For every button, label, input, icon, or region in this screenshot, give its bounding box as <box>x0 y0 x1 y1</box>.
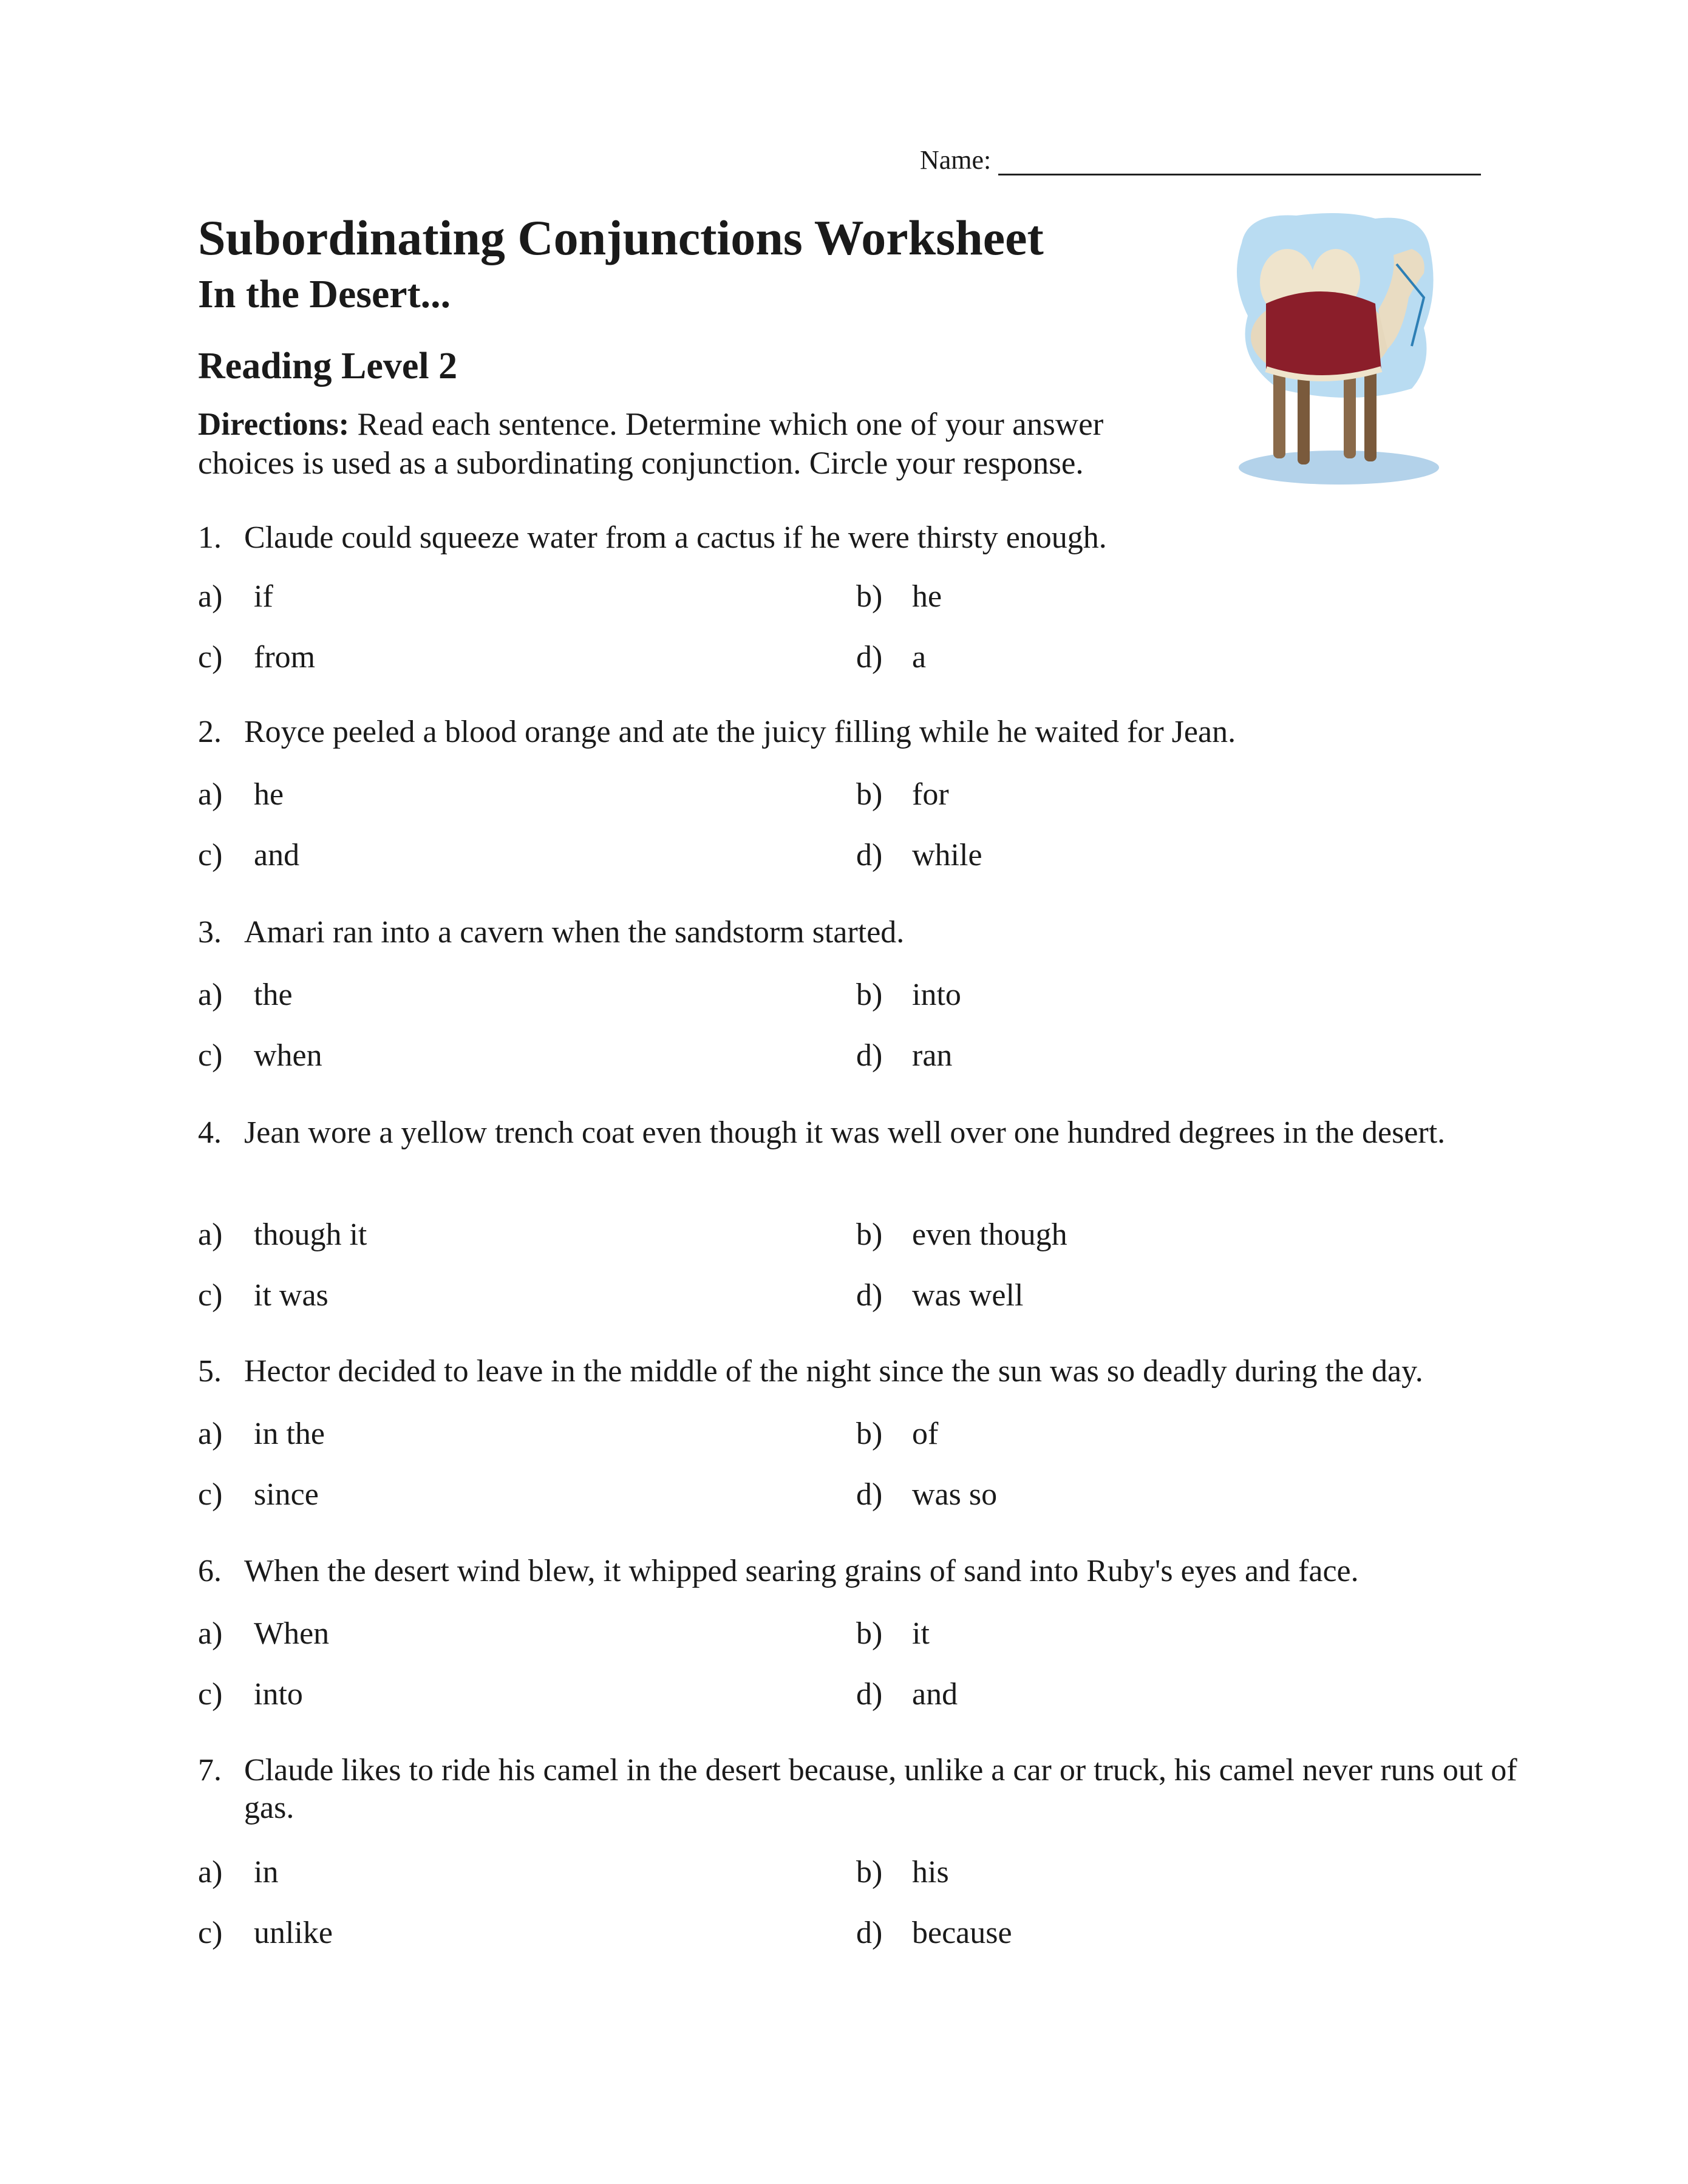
option-letter: c) <box>198 1038 223 1073</box>
directions <box>198 406 1194 483</box>
answer-option-d[interactable] <box>856 639 926 676</box>
question-text: Claude likes to ride his camel in the desert because, unlike a car or truck, his camel never runs out of gas. <box>244 1753 1517 1825</box>
answer-option-c[interactable] <box>198 1277 328 1315</box>
option-letter: b) <box>856 978 883 1012</box>
option-letter: b) <box>856 777 883 812</box>
option-text: of <box>912 1417 939 1451</box>
question-number: 2. <box>198 715 222 749</box>
answer-option-c[interactable] <box>198 1037 322 1075</box>
question-number: 5. <box>198 1354 222 1389</box>
answer-option-b[interactable] <box>856 1854 949 1891</box>
option-text: in <box>254 1855 279 1890</box>
option-text: from <box>254 640 316 675</box>
answer-option-a[interactable] <box>198 1615 329 1653</box>
question-number: 1. <box>198 520 222 555</box>
option-text: if <box>254 579 273 614</box>
option-letter: c) <box>198 1278 223 1313</box>
question-number: 7. <box>198 1753 222 1788</box>
answer-option-b[interactable] <box>856 1216 1067 1254</box>
answer-option-c[interactable] <box>198 1476 319 1514</box>
answer-option-c[interactable] <box>198 639 315 676</box>
question-number: 3. <box>198 915 222 950</box>
ground-shadow <box>1239 451 1439 485</box>
option-text: though it <box>254 1217 367 1252</box>
name-blank-line[interactable] <box>998 147 1481 175</box>
question-2 <box>198 713 1522 751</box>
question-3 <box>198 914 1522 951</box>
answer-option-d[interactable] <box>856 1277 1023 1315</box>
answer-option-b[interactable] <box>856 776 949 814</box>
option-text: into <box>912 978 961 1012</box>
answer-option-d[interactable] <box>856 1476 997 1514</box>
option-text: for <box>912 777 949 812</box>
question-stem <box>198 1353 1522 1390</box>
camel-illustration <box>1230 206 1439 486</box>
option-letter: d) <box>856 838 883 873</box>
answer-option-c[interactable] <box>198 1676 303 1713</box>
question-stem <box>198 1114 1522 1152</box>
option-letter: a) <box>198 1217 223 1252</box>
option-letter: c) <box>198 1477 223 1512</box>
name-field[interactable] <box>920 145 1481 175</box>
option-letter: b) <box>856 1616 883 1651</box>
answer-option-b[interactable] <box>856 976 961 1014</box>
question-6 <box>198 1553 1522 1590</box>
option-text: even though <box>912 1217 1067 1252</box>
option-text: he <box>254 777 284 812</box>
question-7 <box>198 1752 1522 1827</box>
option-text: his <box>912 1855 949 1890</box>
option-text: and <box>912 1677 958 1712</box>
answer-option-b[interactable] <box>856 1615 930 1653</box>
option-text: it <box>912 1616 930 1651</box>
question-text: Amari ran into a cavern when the sandstorm started. <box>244 915 905 950</box>
option-text: unlike <box>254 1916 333 1950</box>
reading-level: Reading Level 2 <box>198 345 458 387</box>
option-text: because <box>912 1916 1012 1950</box>
option-letter: a) <box>198 978 223 1012</box>
option-text: was well <box>912 1278 1024 1313</box>
worksheet-title: Subordinating Conjunctions Worksheet <box>198 210 1044 265</box>
option-text: was so <box>912 1477 998 1512</box>
option-letter: b) <box>856 1855 883 1890</box>
answer-option-c[interactable] <box>198 837 299 874</box>
option-letter: a) <box>198 1855 223 1890</box>
option-letter: d) <box>856 1916 883 1950</box>
option-letter: a) <box>198 777 223 812</box>
question-text: Claude could squeeze water from a cactus if he were thirsty enough. <box>244 520 1107 555</box>
option-letter: d) <box>856 1477 883 1512</box>
question-stem <box>198 1553 1522 1590</box>
answer-option-a[interactable] <box>198 776 284 814</box>
question-stem <box>198 519 1522 557</box>
question-number: 6. <box>198 1554 222 1588</box>
camel-blanket <box>1266 291 1381 379</box>
option-letter: a) <box>198 1417 223 1451</box>
answer-option-a[interactable] <box>198 1415 325 1453</box>
answer-option-d[interactable] <box>856 1037 952 1075</box>
question-stem <box>198 713 1522 751</box>
option-text: he <box>912 579 942 614</box>
answer-option-d[interactable] <box>856 1914 1012 1952</box>
option-letter: a) <box>198 579 223 614</box>
option-text: while <box>912 838 982 873</box>
question-text: Jean wore a yellow trench coat even though it was well over one hundred degrees in the desert. <box>244 1115 1446 1150</box>
option-letter: c) <box>198 640 223 675</box>
option-text: and <box>254 838 300 873</box>
option-text: in the <box>254 1417 325 1451</box>
option-text: a <box>912 640 927 675</box>
option-text: when <box>254 1038 322 1073</box>
worksheet-subtitle: In the Desert... <box>198 272 451 316</box>
answer-option-b[interactable] <box>856 1415 938 1453</box>
option-letter: b) <box>856 1417 883 1451</box>
option-text: the <box>254 978 293 1012</box>
option-text: ran <box>912 1038 953 1073</box>
answer-option-c[interactable] <box>198 1914 333 1952</box>
name-label: Name: <box>920 145 992 175</box>
option-letter: d) <box>856 1278 883 1313</box>
answer-option-a[interactable] <box>198 578 273 616</box>
question-4 <box>198 1114 1522 1152</box>
answer-option-a[interactable] <box>198 976 293 1014</box>
option-letter: d) <box>856 1038 883 1073</box>
question-text: Royce peeled a blood orange and ate the juicy filling while he waited for Jean. <box>244 715 1236 749</box>
question-stem <box>198 1752 1522 1827</box>
directions-label: Directions: <box>198 407 350 442</box>
option-text: When <box>254 1616 330 1651</box>
answer-option-b[interactable] <box>856 578 942 616</box>
option-letter: c) <box>198 1916 223 1950</box>
directions-text: Read each sentence. Determine which one of your answer choices is used as a subordinating conjunction. Circle your response. <box>198 407 1104 481</box>
option-text: into <box>254 1677 303 1712</box>
option-letter: a) <box>198 1616 223 1651</box>
option-letter: d) <box>856 640 883 675</box>
answer-option-a[interactable] <box>198 1854 278 1891</box>
question-5 <box>198 1353 1522 1390</box>
option-letter: b) <box>856 579 883 614</box>
option-letter: c) <box>198 1677 223 1712</box>
question-text: Hector decided to leave in the middle of the night since the sun was so deadly during the day. <box>244 1354 1423 1389</box>
answer-option-d[interactable] <box>856 1676 958 1713</box>
answer-option-a[interactable] <box>198 1216 367 1254</box>
option-letter: d) <box>856 1677 883 1712</box>
option-letter: c) <box>198 838 223 873</box>
option-letter: b) <box>856 1217 883 1252</box>
answer-option-d[interactable] <box>856 837 982 874</box>
question-text: When the desert wind blew, it whipped searing grains of sand into Ruby's eyes and face. <box>244 1554 1359 1588</box>
question-1 <box>198 519 1522 557</box>
option-text: since <box>254 1477 319 1512</box>
option-text: it was <box>254 1278 328 1313</box>
question-number: 4. <box>198 1115 222 1150</box>
question-stem <box>198 914 1522 951</box>
